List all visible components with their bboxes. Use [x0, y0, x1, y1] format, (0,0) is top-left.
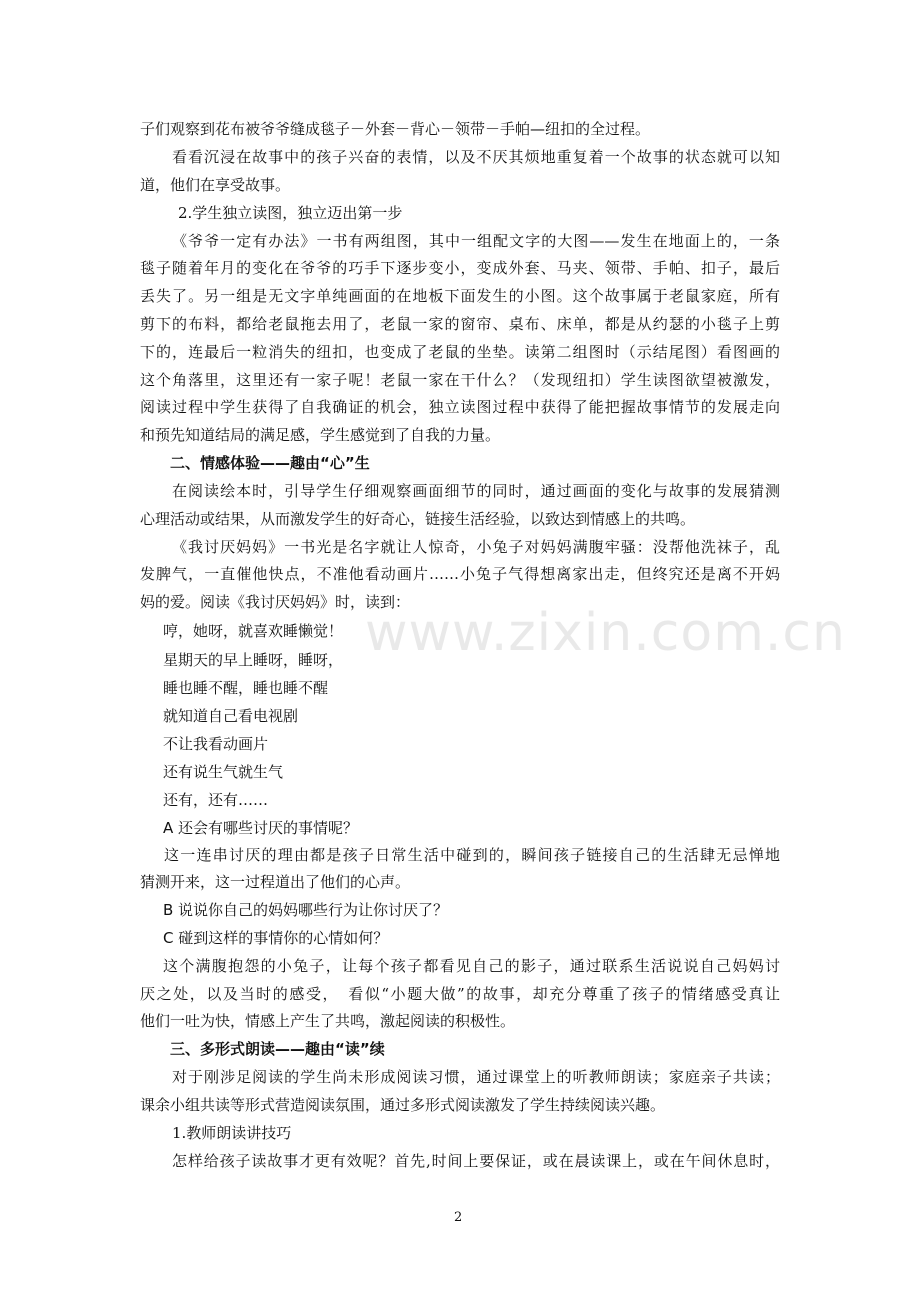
paragraph-line: 这个满腹抱怨的小兔子，让每个孩子都看见自己的影子，通过联系生活说说自己妈妈讨: [163, 957, 780, 975]
quote-line: 就知道自己看电视剧: [163, 707, 299, 725]
question-b: B 说说你自己的妈妈哪些行为让你讨厌了？: [163, 901, 449, 919]
paragraph-line: 这一连串讨厌的理由都是孩子日常生活中碰到的，瞬间孩子链接自己的生活肆无忌惮地: [164, 846, 780, 864]
subheading: 2.学生独立读图，独立迈出第一步: [178, 204, 403, 222]
paragraph-line: 对于刚涉足阅读的学生尚未形成阅读习惯，通过课堂上的听教师朗读；家庭亲子共读；: [172, 1068, 780, 1086]
paragraph-line: 剪下的布料，都给老鼠拖去用了，老鼠一家的窗帘、桌布、床单，都是从约瑟的小毯子上剪: [140, 315, 780, 333]
paragraph-line: 怎样给孩子读故事才更有效呢？首先,时间上要保证，或在晨读课上，或在午间休息时，: [172, 1152, 780, 1170]
question-a: A 还会有哪些讨厌的事情呢？: [163, 819, 359, 837]
paragraph-line: 心理活动或结果，从而激发学生的好奇心，链接生活经验，以致达到情感上的共鸣。: [140, 510, 696, 528]
paragraph-line: 猜测开来，这一过程道出了他们的心声。: [140, 873, 411, 891]
paragraph-line: 看看沉浸在故事中的孩子兴奋的表情，以及不厌其烦地重复着一个故事的状态就可以知: [172, 148, 780, 166]
paragraph-line: 发脾气，一直催他快点，不准他看动画片……小兔子气得想离家出走，但终究还是离不开妈: [140, 565, 780, 583]
paragraph-line: 厌之处，以及当时的感受， 看似“小题大做”的故事，却充分尊重了孩子的情绪感受真让: [140, 985, 780, 1003]
quote-line: 不让我看动画片: [163, 735, 269, 753]
paragraph-line: 下的，连最后一粒消失的纽扣，也变成了老鼠的坐垫。读第二组图时（示结尾图）看图画的: [140, 343, 780, 361]
paragraph-line: 子们观察到花布被爷爷缝成毯子－外套－背心－领带－手帕—纽扣的全过程。: [140, 120, 651, 138]
paragraph-line: 丢失了。另一组是无文字单纯画面的在地板下面发生的小图。这个故事属于老鼠家庭，所有: [140, 287, 780, 305]
section-heading: 三、多形式朗读——趣由“读”续: [170, 1040, 385, 1058]
paragraph-line: 妈的爱。阅读《我讨厌妈妈》时，读到：: [140, 593, 411, 611]
paragraph-line: 毯子随着年月的变化在爷爷的巧手下逐步变小，变成外套、马夹、领带、手帕、扣子，最后: [140, 259, 780, 277]
paragraph-line: 课余小组共读等形式营造阅读氛围，通过多形式阅读激发了学生持续阅读兴趣。: [140, 1096, 666, 1114]
quote-line: 星期天的早上睡呀，睡呀，: [163, 651, 344, 669]
paragraph-line: 在阅读绘本时，引导学生仔细观察画面细节的同时，通过画面的变化与故事的发展猜测: [172, 482, 780, 500]
quote-line: 还有说生气就生气: [163, 763, 284, 781]
paragraph-line: 《我讨厌妈妈》一书光是名字就让人惊奇，小兔子对妈妈满腹牢骚：没帮他洗袜子，乱: [172, 538, 780, 556]
quote-line: 还有，还有……: [163, 791, 269, 809]
watermark: www.zixin.com.cn: [365, 603, 846, 663]
subheading: 1.教师朗读讲技巧: [172, 1124, 292, 1142]
section-heading: 二、情感体验——趣由“心”生: [170, 454, 370, 472]
paragraph-line: 他们一吐为快，情感上产生了共鸣，激起阅读的积极性。: [140, 1012, 516, 1030]
paragraph-line: 阅读过程中学生获得了自我确证的机会，独立读图过程中获得了能把握故事情节的发展走向: [140, 398, 780, 416]
paragraph-line: 道，他们在享受故事。: [140, 176, 291, 194]
paragraph-line: 《爷爷一定有办法》一书有两组图，其中一组配文字的大图——发生在地面上的，一条: [172, 232, 780, 250]
paragraph-line: 和预先知道结局的满足感，学生感觉到了自我的力量。: [140, 426, 501, 444]
paragraph-line: 这个角落里，这里还有一家子呢！老鼠一家在干什么？（发现纽扣）学生读图欲望被激发，: [140, 371, 780, 389]
quote-line: 睡也睡不醒，睡也睡不醒: [163, 679, 329, 697]
page-number: 2: [454, 1210, 463, 1225]
quote-line: 哼，她呀，就喜欢睡懒觉！: [163, 622, 344, 640]
question-c: C 碰到这样的事情你的心情如何？: [163, 929, 389, 947]
